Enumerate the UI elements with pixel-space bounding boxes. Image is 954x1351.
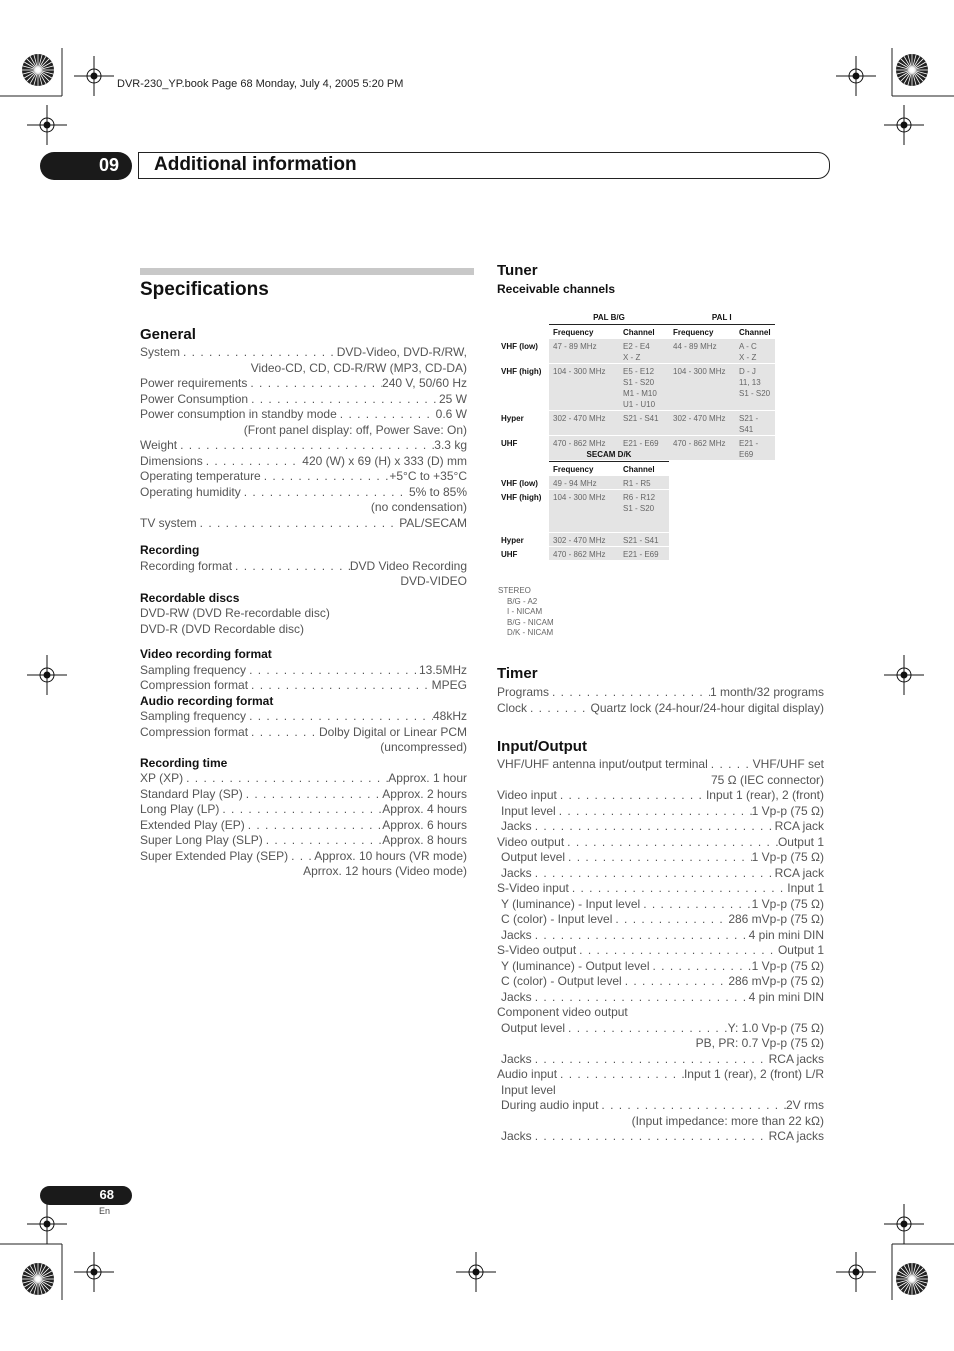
spec-row xyxy=(140,438,467,454)
spec-row xyxy=(497,897,824,913)
spec-row xyxy=(497,990,824,1006)
spec-label: Compression format xyxy=(140,678,249,692)
registration-mark-icon xyxy=(74,56,114,96)
registration-mark-icon xyxy=(27,105,67,145)
color-wheel-mark-icon xyxy=(22,1263,54,1295)
spec-value: Approx. 4 hours xyxy=(382,802,467,816)
channel-cell: R1 - R5 xyxy=(619,476,669,490)
spec-row xyxy=(140,709,467,725)
stereo-item: B/G - NICAM xyxy=(507,617,554,627)
spec-value: VHF/UHF set xyxy=(752,757,824,771)
channel-cell: E21 - E69 xyxy=(619,547,669,561)
recording-spec-list xyxy=(140,559,467,590)
spec-row xyxy=(497,943,824,959)
spec-label: Video input xyxy=(497,788,557,802)
dot-leader xyxy=(232,559,350,575)
registration-mark-icon xyxy=(884,655,924,695)
dot-leader xyxy=(532,866,775,882)
dot-leader xyxy=(569,881,787,897)
dot-leader xyxy=(565,850,752,866)
stereo-item: STEREO xyxy=(498,586,531,595)
stereo-item: I - NICAM xyxy=(507,607,543,616)
spec-value: 240 V, 50/60 Hz xyxy=(382,376,467,390)
registration-mark-icon xyxy=(27,655,67,695)
secam-label: SECAM D/K xyxy=(586,450,632,459)
channel-row xyxy=(497,490,669,533)
spec-value: 3.3 kg xyxy=(434,438,467,452)
dot-leader xyxy=(622,974,729,990)
spec-label: XP (XP) xyxy=(140,771,184,785)
frequency-cell: 104 - 300 MHz xyxy=(549,364,619,411)
dot-leader xyxy=(197,516,400,532)
spec-value: 5% to 85% xyxy=(408,484,467,499)
audio-spec-list xyxy=(140,709,467,756)
dot-leader xyxy=(183,771,388,787)
spec-value: Dolby Digital or Linear PCM xyxy=(318,724,467,739)
spec-label: Jacks xyxy=(501,1051,532,1066)
spec-row xyxy=(497,835,824,851)
spec-label: Audio input xyxy=(497,1067,558,1081)
spec-label: Y (luminance) - Output level xyxy=(501,958,650,973)
spec-value: Approx. 6 hours xyxy=(382,817,467,832)
spec-value: Quartz lock (24-hour/24-hour digital display) xyxy=(590,700,824,715)
spec-label: Compression format xyxy=(140,724,249,739)
frequency-cell: 104 - 300 MHz xyxy=(549,490,619,533)
spec-row xyxy=(140,376,467,392)
dot-leader xyxy=(288,849,314,865)
general-spec-list xyxy=(140,345,467,531)
spec-row xyxy=(497,819,824,835)
spec-row xyxy=(497,788,824,804)
spec-label: Jacks xyxy=(501,819,532,833)
spec-label: Output level xyxy=(501,1020,566,1035)
receivable-channels-heading: Receivable channels xyxy=(497,282,616,296)
band-label: Hyper xyxy=(497,533,549,547)
frequency-cell: 302 - 470 MHz xyxy=(549,411,619,436)
spec-value: 48kHz xyxy=(432,709,467,723)
spec-label: During audio input xyxy=(501,1098,599,1112)
spec-value: 13.5MHz xyxy=(418,662,467,677)
dot-leader xyxy=(527,701,591,717)
spec-row xyxy=(497,701,824,717)
spec-label: Dimensions xyxy=(140,453,203,468)
dot-leader xyxy=(248,392,439,408)
spec-value: RCA jack xyxy=(774,865,824,880)
dot-leader xyxy=(650,959,752,975)
spec-value: +5°C to +35°C xyxy=(389,469,467,483)
channel-cell: S21 - S41 xyxy=(735,411,775,436)
registration-mark-icon xyxy=(456,1252,496,1292)
spec-row xyxy=(497,1067,824,1083)
spec-label: Standard Play (SP) xyxy=(140,786,243,801)
spec-row xyxy=(140,663,467,679)
channel-cell: E21 - E69 xyxy=(735,436,775,461)
spec-value: 1 Vp-p (75 Ω) xyxy=(751,850,824,864)
spec-label: Output level xyxy=(501,850,566,864)
spec-row xyxy=(140,559,467,575)
spec-value-continued: DVD-VIDEO xyxy=(400,574,467,588)
spec-row xyxy=(497,1052,824,1068)
dot-leader xyxy=(565,1021,728,1037)
dot-leader xyxy=(203,454,303,470)
channel-cell: E5 - E12 S1 - S20 M1 - M10 U1 - U10 xyxy=(619,364,669,411)
spec-row xyxy=(497,1098,824,1114)
input-output-heading: Input/Output xyxy=(497,738,587,755)
recording-time-list xyxy=(140,771,467,880)
dot-leader xyxy=(247,376,382,392)
dot-leader xyxy=(598,1098,786,1114)
spec-row xyxy=(140,392,467,408)
spec-value: 1 month/32 programs xyxy=(709,685,824,699)
spec-row xyxy=(497,959,824,975)
frequency-cell: 104 - 300 MHz xyxy=(669,364,735,411)
recording-heading: Recording xyxy=(140,543,200,557)
disc-item: DVD-RW (DVD Re-recordable disc) xyxy=(140,606,330,620)
spec-row xyxy=(140,833,467,849)
disc-item: DVD-R (DVD Recordable disc) xyxy=(140,621,305,636)
spec-label: Input level xyxy=(501,1082,556,1097)
frequency-cell: 302 - 470 MHz xyxy=(549,533,619,547)
spec-row xyxy=(140,849,467,865)
dot-leader xyxy=(532,819,775,835)
spec-row xyxy=(497,1021,824,1037)
band-label: UHF xyxy=(497,547,549,561)
dot-leader xyxy=(241,485,409,501)
spec-label: Clock xyxy=(497,700,528,715)
spec-row xyxy=(497,928,824,944)
spec-value: Input 1 xyxy=(787,881,824,895)
spec-label: Recording format xyxy=(140,558,233,573)
channel-row xyxy=(497,476,669,490)
channel-cell: S21 - S41 xyxy=(619,411,669,436)
spec-value-continued: PB, PR: 0.7 Vp-p (75 Ω) xyxy=(695,1036,824,1050)
spec-value: 1 Vp-p (75 Ω) xyxy=(751,896,824,911)
spec-row xyxy=(497,974,824,990)
channel-row xyxy=(497,533,669,547)
dot-leader xyxy=(263,833,383,849)
spec-row xyxy=(497,866,824,882)
spec-row xyxy=(497,804,824,820)
freq-col-header: Frequency xyxy=(553,465,594,474)
channel-cell: E2 - E4 X - Z xyxy=(619,339,669,364)
spec-label: Sampling frequency xyxy=(140,709,247,723)
dot-leader xyxy=(180,345,337,361)
dot-leader xyxy=(246,709,433,725)
spec-label: System xyxy=(140,345,181,359)
input-output-spec-list xyxy=(497,757,824,1145)
color-wheel-mark-icon xyxy=(896,1263,928,1295)
spec-label: C (color) - Input level xyxy=(501,912,613,926)
spec-label: C (color) - Output level xyxy=(501,974,622,988)
spec-row xyxy=(497,881,824,897)
language-code: En xyxy=(99,1206,111,1216)
spec-label: Power consumption in standby mode xyxy=(140,407,337,421)
stereo-systems xyxy=(498,586,554,639)
section-divider xyxy=(140,268,474,275)
spec-value: RCA jacks xyxy=(768,1129,824,1143)
color-wheel-mark-icon xyxy=(896,54,928,86)
frequency-cell: 470 - 862 MHz xyxy=(669,436,735,461)
spec-row xyxy=(497,850,824,866)
spec-row xyxy=(140,725,467,741)
channel-cell: R6 - R12 S1 - S20 xyxy=(619,490,669,533)
chan-col-header: Channel xyxy=(623,328,655,337)
frequency-cell: 470 - 862 MHz xyxy=(549,436,619,461)
spec-row xyxy=(140,802,467,818)
spec-label: Weight xyxy=(140,438,178,452)
band-label: VHF (low) xyxy=(497,339,549,364)
dot-leader xyxy=(612,912,728,928)
spec-value-continued: (Front panel display: off, Power Save: On) xyxy=(243,422,467,437)
spec-row xyxy=(497,757,824,773)
spec-row xyxy=(140,818,467,834)
dot-leader xyxy=(337,407,436,423)
spec-label: S-Video output xyxy=(497,943,577,957)
spec-label: Operating humidity xyxy=(140,484,241,499)
freq-col-header: Frequency xyxy=(553,328,594,337)
spec-row xyxy=(140,771,467,787)
spec-label: Programs xyxy=(497,685,550,699)
pal-i-label: PAL I xyxy=(711,313,732,322)
secam-channel-table xyxy=(497,447,669,560)
spec-value: 1 Vp-p (75 Ω) xyxy=(751,958,824,973)
band-label: UHF xyxy=(497,436,549,461)
dot-leader xyxy=(557,1067,684,1083)
channel-row xyxy=(497,339,775,364)
spec-label: S-Video input xyxy=(497,881,569,895)
spec-value: 25 W xyxy=(438,391,467,406)
spec-value: 4 pin mini DIN xyxy=(748,989,824,1004)
spec-value: RCA jacks xyxy=(768,1051,824,1066)
spec-label: Component video output xyxy=(497,1005,628,1019)
dot-leader xyxy=(640,897,751,913)
recordable-discs-heading: Recordable discs xyxy=(140,590,240,605)
spec-label: Jacks xyxy=(501,1129,532,1143)
spec-value: 2V rms xyxy=(785,1098,824,1112)
tuner-heading: Tuner xyxy=(497,262,538,279)
spec-label: Input level xyxy=(501,803,556,818)
frequency-cell: 47 - 89 MHz xyxy=(549,339,619,364)
spec-value: Y: 1.0 Vp-p (75 Ω) xyxy=(727,1020,824,1035)
spec-value: 4 pin mini DIN xyxy=(748,927,824,942)
dot-leader xyxy=(261,469,390,485)
stereo-item: D/K - NICAM xyxy=(507,628,554,637)
spec-row xyxy=(140,469,467,485)
spec-label: TV system xyxy=(140,515,197,530)
spec-value: RCA jack xyxy=(774,819,824,833)
dot-leader xyxy=(532,928,749,944)
dot-leader xyxy=(248,725,319,741)
spec-label: Video output xyxy=(497,834,565,849)
channel-row xyxy=(497,411,775,436)
spec-label: Super Long Play (SLP) xyxy=(140,833,263,847)
band-label: VHF (high) xyxy=(497,490,549,533)
spec-label: Sampling frequency xyxy=(140,662,247,677)
dot-leader xyxy=(576,943,778,959)
spec-label: Long Play (LP) xyxy=(140,802,220,816)
spec-row xyxy=(140,516,467,532)
chan-col-header: Channel xyxy=(623,465,655,474)
spec-value: Output 1 xyxy=(777,834,824,849)
dot-leader xyxy=(532,1052,769,1068)
frequency-cell: 470 - 862 MHz xyxy=(549,547,619,561)
channel-cell: S21 - S41 xyxy=(619,533,669,547)
channel-row xyxy=(497,547,669,561)
spec-label: Super Extended Play (SEP) xyxy=(140,848,289,863)
registration-mark-icon xyxy=(836,1252,876,1292)
spec-value: Approx. 1 hour xyxy=(388,771,467,785)
dot-leader xyxy=(246,663,419,679)
spec-row xyxy=(140,345,467,361)
dot-leader xyxy=(549,685,710,701)
spec-label: Jacks xyxy=(501,989,532,1004)
spec-value: 286 mVp-p (75 Ω) xyxy=(728,912,824,926)
spec-row xyxy=(140,485,467,501)
spec-value: DVD Video Recording xyxy=(349,558,467,573)
registration-mark-icon xyxy=(74,1252,114,1292)
spec-value: 420 (W) x 69 (H) x 333 (D) mm xyxy=(302,453,467,468)
pal-bg-label: PAL B/G xyxy=(593,313,625,322)
chapter-number-badge: 09 xyxy=(40,152,132,180)
registration-mark-icon xyxy=(27,1204,67,1244)
dot-leader xyxy=(243,787,383,803)
spec-label: Power Consumption xyxy=(140,391,249,406)
registration-mark-icon xyxy=(836,56,876,96)
frequency-cell: 49 - 94 MHz xyxy=(549,476,619,490)
left-spec-column xyxy=(140,345,467,880)
spec-value: Input 1 (rear), 2 (front) L/R xyxy=(683,1067,824,1081)
spec-label: Extended Play (EP) xyxy=(140,817,245,832)
spec-value: PAL/SECAM xyxy=(399,515,467,530)
stereo-item: B/G - A2 xyxy=(507,596,538,606)
spec-label: VHF/UHF antenna input/output terminal xyxy=(497,757,708,771)
video-spec-list xyxy=(140,663,467,694)
spec-value: 0.6 W xyxy=(435,407,467,421)
spec-row xyxy=(140,454,467,470)
page-title: Specifications xyxy=(140,279,269,300)
spec-row xyxy=(497,685,824,701)
spec-value: Approx. 8 hours xyxy=(382,833,467,847)
spec-label: Jacks xyxy=(501,865,532,880)
dot-leader xyxy=(177,438,434,454)
frequency-cell: 44 - 89 MHz xyxy=(669,339,735,364)
timer-heading: Timer xyxy=(497,665,538,682)
timer-spec-list xyxy=(497,685,824,716)
channel-cell: A - C X - Z xyxy=(735,339,775,364)
dot-leader xyxy=(532,1129,769,1145)
color-wheel-mark-icon xyxy=(22,54,54,86)
spec-value: Approx. 2 hours xyxy=(382,786,467,801)
spec-value-continued: (no condensation) xyxy=(370,500,467,514)
band-label: VHF (high) xyxy=(497,364,549,411)
spec-value: Output 1 xyxy=(777,943,824,957)
spec-value: MPEG xyxy=(431,678,467,692)
recording-time-heading: Recording time xyxy=(140,755,228,770)
spec-value: Approx. 10 hours (VR mode) xyxy=(314,848,467,863)
dot-leader xyxy=(556,804,752,820)
spec-value-continued: (Input impedance: more than 22 kΩ) xyxy=(631,1113,824,1128)
video-format-heading: Video recording format xyxy=(140,647,272,661)
channel-cell: D - J 11, 13 S1 - S20 xyxy=(735,364,775,411)
spec-row xyxy=(140,407,467,423)
dot-leader xyxy=(248,678,432,694)
dot-leader xyxy=(708,757,753,773)
dot-leader xyxy=(219,802,382,818)
spec-value: 1 Vp-p (75 Ω) xyxy=(751,803,824,818)
general-heading: General xyxy=(140,326,196,343)
spec-row xyxy=(140,787,467,803)
spec-label: Y (luminance) - Input level xyxy=(501,896,641,911)
dot-leader xyxy=(564,835,778,851)
page-number: 68 xyxy=(40,1186,132,1205)
dot-leader xyxy=(245,818,383,834)
frequency-cell: 302 - 470 MHz xyxy=(669,411,735,436)
book-info-line: DVR-230_YP.book Page 68 Monday, July 4, 2005 5:20 PM xyxy=(117,78,404,90)
spec-label: Power requirements xyxy=(140,376,248,390)
chapter-title: Additional information xyxy=(154,154,357,175)
pal-channel-table xyxy=(497,310,775,460)
spec-value: DVD-Video, DVD-R/RW, xyxy=(336,345,467,359)
freq-col-header: Frequency xyxy=(673,328,714,337)
spec-row xyxy=(497,1129,824,1145)
registration-mark-icon xyxy=(884,105,924,145)
spec-value: Input 1 (rear), 2 (front) xyxy=(705,788,824,802)
spec-value-continued: (uncompressed) xyxy=(380,740,467,754)
band-label: Hyper xyxy=(497,411,549,436)
spec-label: Jacks xyxy=(501,927,532,942)
spec-value-continued: 75 Ω (IEC connector) xyxy=(710,772,824,787)
spec-value-continued: Video-CD, CD, CD-R/RW (MP3, CD-DA) xyxy=(250,360,467,375)
dot-leader xyxy=(532,990,749,1006)
audio-format-heading: Audio recording format xyxy=(140,693,274,708)
spec-value-continued: Aprrox. 12 hours (Video mode) xyxy=(303,864,467,878)
spec-row xyxy=(140,678,467,694)
spec-value: 286 mVp-p (75 Ω) xyxy=(728,974,824,988)
channel-row xyxy=(497,364,775,411)
dot-leader xyxy=(557,788,706,804)
band-label: VHF (low) xyxy=(497,476,549,490)
spec-label: Operating temperature xyxy=(140,469,261,483)
spec-row xyxy=(497,912,824,928)
registration-mark-icon xyxy=(884,1204,924,1244)
chan-col-header: Channel xyxy=(739,328,771,337)
channel-cell: E21 - E69 xyxy=(619,436,669,461)
